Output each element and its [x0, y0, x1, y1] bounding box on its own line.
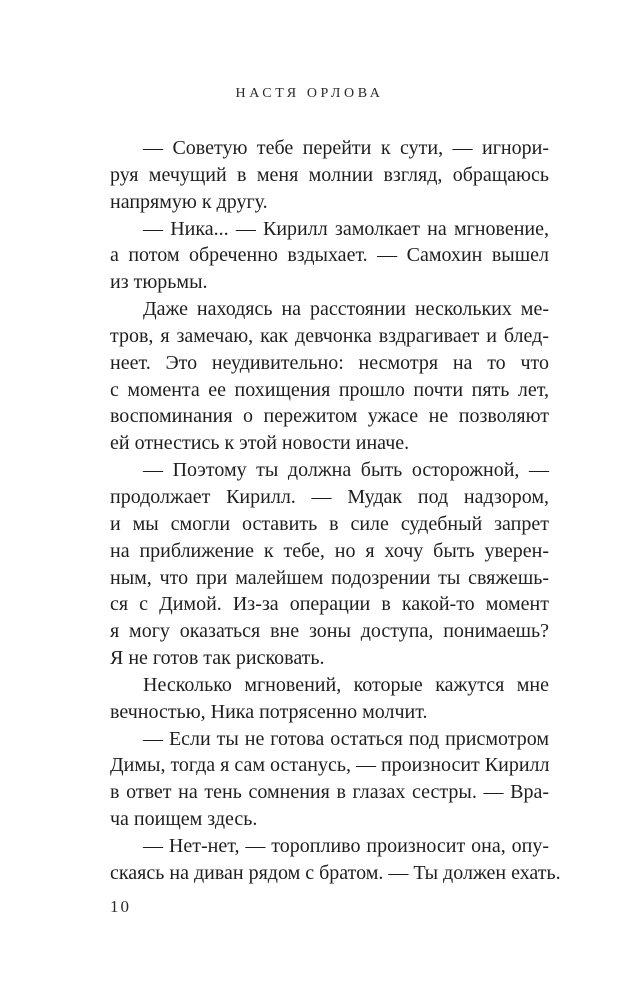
text-line: — Советую тебе перейти к сути, — игнори-: [143, 137, 549, 159]
text-line: — Ника... — Кирилл замолкает на мгновение,: [143, 217, 549, 240]
text-line: ей отнестись к этой новости иначе.: [110, 432, 410, 455]
text-line: — Если ты не готова остаться под присмотром: [143, 727, 549, 750]
text-line: ным, что при малейшем подозрении ты свяжешь-: [110, 566, 549, 589]
text-line: на приближение к тебе, но я хочу быть уверен-: [110, 539, 549, 562]
text-line: Я не готов так рисковать.: [110, 647, 325, 670]
text-line: руя мечущий в меня молнии взгляд, обращаюсь: [110, 163, 549, 186]
text-line: вечностью, Ника потрясенно молчит.: [110, 700, 428, 723]
text-line: из тюрьмы.: [110, 271, 208, 294]
text-line: — Нет-нет, — торопливо произносит она, опу-: [143, 834, 549, 857]
text-line: в ответ на тень сомнения в глазах сестры. — Вра-: [110, 781, 549, 804]
page-number: 10: [110, 897, 131, 916]
text-line: а потом обреченно вздыхает. — Самохин вышел: [110, 244, 549, 267]
text-line: неет. Это неудивительно: несмотря на то что: [110, 351, 549, 374]
text-line: продолжает Кирилл. — Мудак под надзором,: [110, 485, 549, 508]
text-line: Димы, тогда я сам останусь, — произносит Кирилл: [110, 754, 550, 777]
text-line: и мы смогли оставить в силе судебный запрет: [110, 512, 549, 535]
text-line: — Поэтому ты должна быть осторожной, —: [143, 459, 549, 482]
text-line: ча поищем здесь.: [110, 808, 258, 831]
text-line: я могу оказаться вне зоны доступа, понимаешь?: [110, 620, 549, 643]
text-line: с момента ее похищения прошло почти пять лет,: [110, 378, 549, 401]
text-line: ся с Димой. Из-за операции в какой-то момент: [110, 593, 549, 616]
running-head: НАСТЯ ОРЛОВА: [235, 86, 384, 101]
text-line: тров, я замечаю, как девчонка вздрагивает и блед-: [110, 324, 549, 347]
text-line: напрямую к другу.: [110, 190, 268, 213]
text-line: Даже находясь на расстоянии нескольких ме-: [143, 298, 549, 321]
body-text: [110, 135, 561, 887]
text-line: Несколько мгновений, которые кажутся мне: [143, 673, 549, 696]
text-line: воспоминания о пережитом ужасе не позволяют: [110, 405, 549, 428]
text-line: скаясь на диван рядом с братом. — Ты должен ехать.: [110, 861, 561, 884]
